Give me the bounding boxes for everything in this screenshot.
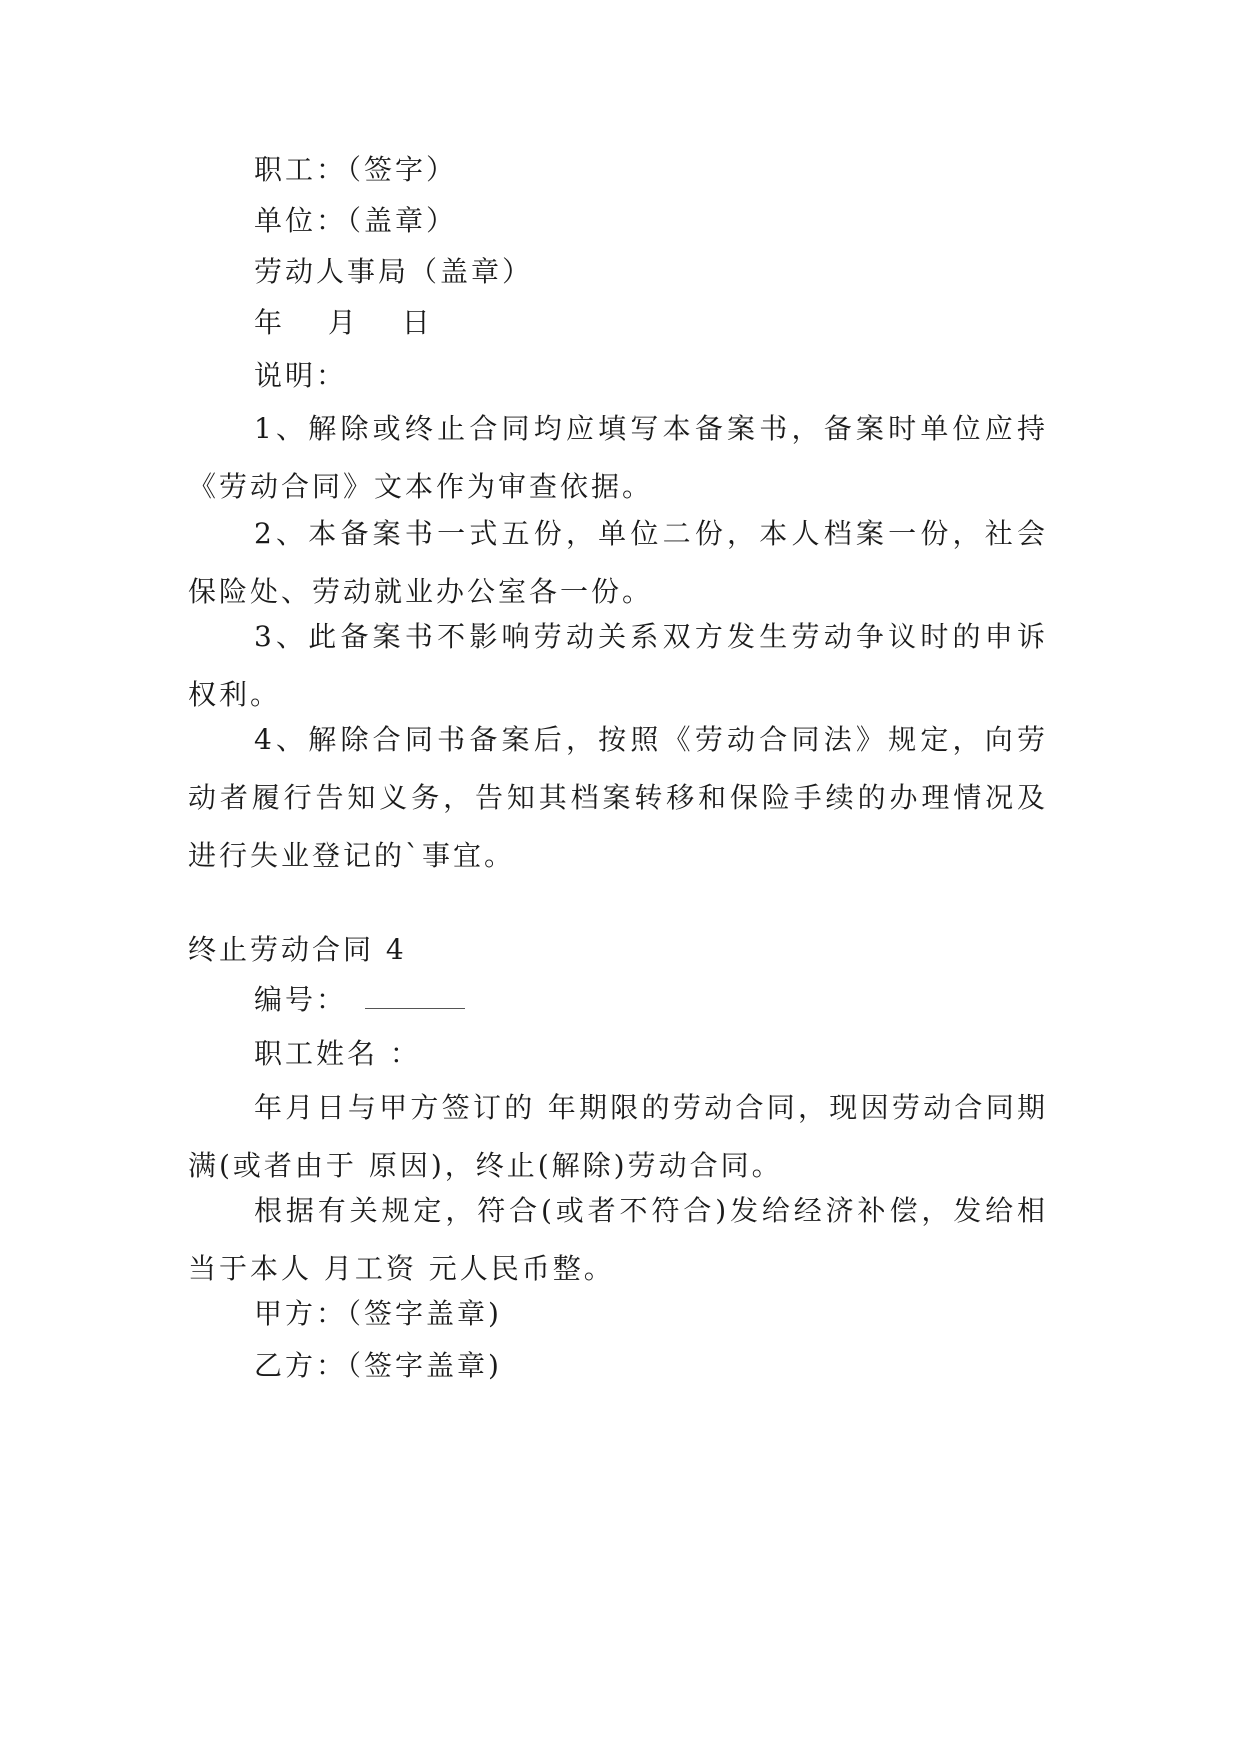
date-line: 年 月 日 [254,306,433,339]
contract-paragraph-1: 年月日与甲方签订的 年期限的劳动合同，现因劳动合同期满(或者由于 原因)，终止(解除)劳动合同。 [188,1091,1048,1182]
number-field [254,980,465,1020]
note-item-4: 4、解除合同书备案后，按照《劳动合同法》规定，向劳动者履行告知义务，告知其档案转移和保险手续的办理情况及进行失业登记的`事宜。 [188,723,1048,872]
unit-seal-line: 单位：（盖章） [254,204,458,237]
number-label: 编号： [254,983,348,1016]
section-title: 终止劳动合同 4 [188,933,407,966]
employee-signature-line: 职工：（签字） [254,153,458,186]
notes-heading: 说明： [254,359,348,392]
employee-name-field: 职工姓名 ： [254,1037,421,1070]
note-item-2: 2、本备案书一式五份，单位二份，本人档案一份，社会保险处、劳动就业办公室各一份。 [188,517,1048,608]
note-item-3: 3、此备案书不影响劳动关系双方发生劳动争议时的申诉权利。 [188,620,1048,711]
party-b-signature: 乙方：（签字盖章) [254,1349,502,1382]
note-item-1: 1、解除或终止合同均应填写本备案书，备案时单位应持《劳动合同》文本作为审查依据。 [188,412,1048,503]
contract-paragraph-2: 根据有关规定，符合(或者不符合)发给经济补偿，发给相当于本人 月工资 元人民币整。 [188,1194,1048,1285]
party-a-signature: 甲方：（签字盖章) [254,1297,502,1330]
number-blank [365,986,465,1009]
bureau-seal-line: 劳动人事局（盖章） [254,255,534,288]
